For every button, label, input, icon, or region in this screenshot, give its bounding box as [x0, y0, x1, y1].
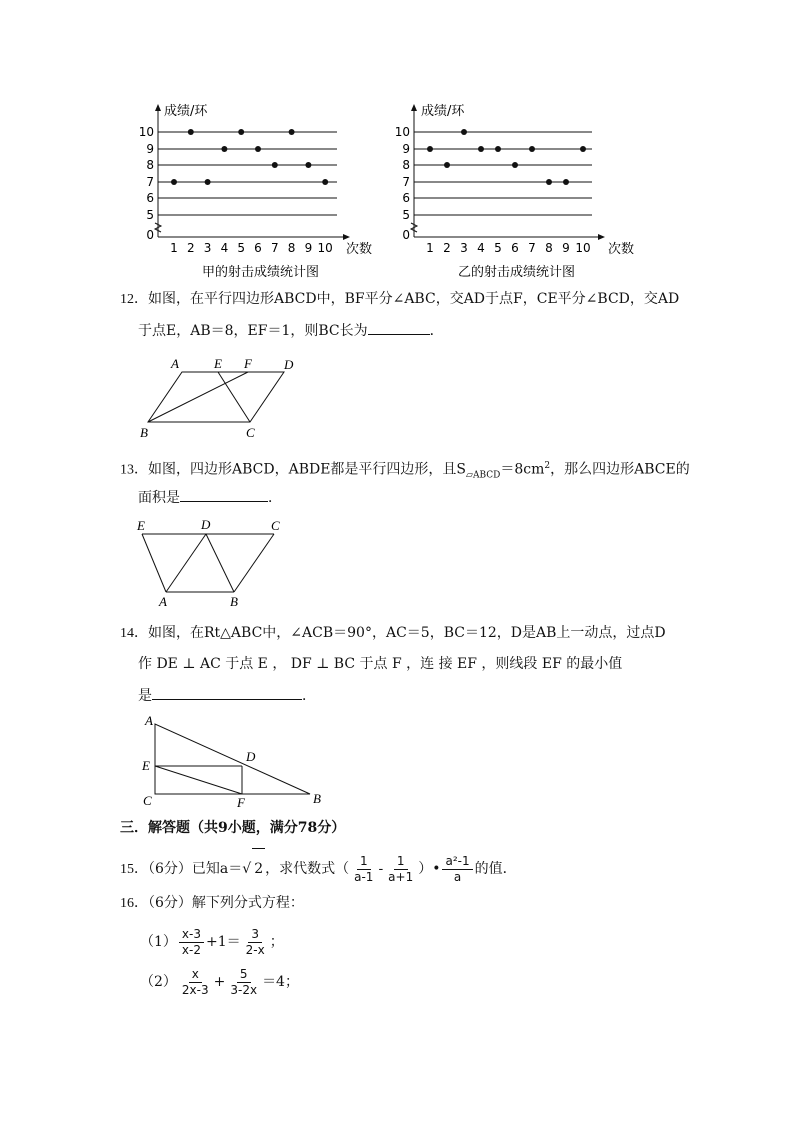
q15-fraction-3	[442, 854, 472, 885]
x-axis-arrow	[343, 234, 350, 240]
section-heading: 三．解答题（共9小题，满分78分）	[120, 820, 346, 836]
q16-part2	[140, 964, 299, 1000]
q14-label-f: F	[237, 795, 245, 810]
q15-number: 15．	[120, 862, 148, 877]
q15-text-c: 的值．	[474, 861, 517, 877]
chart-yi-caption: 乙的射击成绩统计图	[458, 265, 576, 280]
data-point	[188, 129, 194, 135]
chart-jia-ylabel: 成绩/环	[164, 104, 208, 119]
q15-close: ）•	[418, 861, 441, 877]
q12-figure	[136, 352, 306, 442]
data-point	[255, 146, 261, 152]
y-tick-label: 7	[146, 175, 154, 189]
q12-line-bf	[148, 372, 248, 422]
x-tick-label: 7	[528, 241, 536, 255]
y-tick-label: 8	[146, 158, 154, 172]
q14-answer-blank[interactable]	[152, 685, 302, 700]
q12-label-f: F	[244, 356, 252, 371]
q16-part2-label: （2）	[140, 974, 177, 990]
q15-sqrt-value: 2	[252, 848, 265, 889]
q14-label-d: D	[246, 749, 256, 764]
q16-part1	[140, 924, 284, 960]
data-point	[580, 146, 586, 152]
q12-text-line2: 于点E，AB＝8，EF＝1，则BC长为	[138, 323, 368, 339]
q14-text-line2: 作 DE ⊥ AC 于点 E ， DF ⊥ BC 于点 F ，连 接 EF ，则线段 EF 的最小值	[138, 656, 623, 672]
q13-text-a: 如图，四边形ABCD，ABDE都是平行四边形，且S	[148, 461, 467, 478]
q15-f1-den: a-1	[354, 869, 374, 884]
q16-p2-f2-num: 5	[237, 967, 251, 983]
x-tick-label: 3	[460, 241, 468, 255]
y-tick-label: 0	[146, 228, 154, 242]
q13-answer-blank[interactable]	[180, 487, 268, 502]
q16-p1-f1-num: x-3	[179, 927, 204, 943]
data-point	[171, 179, 177, 185]
charts-figure	[130, 95, 650, 285]
x-tick-label: 9	[304, 241, 313, 255]
q14-triangle	[155, 724, 310, 794]
y-tick-label: 0	[402, 228, 410, 242]
q15-fraction-2	[385, 854, 416, 885]
data-point	[495, 146, 501, 152]
q13-line-ea	[142, 534, 166, 592]
q14-line1	[120, 623, 666, 644]
y-tick-label: 5	[146, 208, 154, 222]
data-point	[289, 129, 295, 135]
x-tick-label: 8	[287, 241, 296, 255]
q12-line1	[120, 289, 679, 310]
y-tick-label: 10	[394, 125, 410, 139]
y-tick-label: 6	[146, 191, 154, 205]
x-tick-label: 2	[186, 241, 195, 255]
q13-label-d: D	[201, 517, 211, 532]
data-point	[444, 162, 450, 168]
sqrt-symbol: √	[242, 861, 252, 877]
q12-answer-blank[interactable]	[368, 320, 430, 335]
y-tick-label: 9	[402, 142, 410, 156]
q15-f1-num: 1	[357, 854, 371, 870]
data-point	[529, 146, 535, 152]
q13-text-b: ＝8cm	[500, 461, 545, 478]
q12-label-b: B	[140, 425, 148, 440]
data-point	[272, 162, 278, 168]
q16-p2-fraction-1	[179, 967, 212, 998]
data-point	[221, 146, 227, 152]
q13-line-db	[206, 534, 234, 592]
y-tick-label: 6	[402, 191, 410, 205]
q13-superscript: 2	[544, 461, 551, 471]
q16-number: 16．	[120, 896, 148, 911]
q14-label-e: E	[142, 758, 150, 773]
x-tick-label: 10	[575, 241, 591, 255]
y-axis-arrow	[155, 104, 161, 111]
x-tick-label: 5	[237, 241, 246, 255]
q13-number: 13．	[120, 462, 148, 478]
y-tick-label: 5	[402, 208, 410, 222]
x-tick-label: 2	[443, 241, 451, 255]
q16-p1-fraction-1	[179, 927, 204, 958]
q13-figure	[134, 515, 294, 610]
chart-yi	[395, 103, 634, 280]
x-tick-label: 4	[220, 241, 229, 255]
q14-number: 14．	[120, 626, 148, 641]
q13-label-b: B	[230, 594, 238, 609]
x-axis-arrow	[598, 234, 605, 240]
x-tick-label: 4	[477, 241, 485, 255]
q13-label-e: E	[137, 518, 145, 533]
chart-yi-xlabel: 次数	[608, 242, 635, 257]
q16-p1-f2-num: 3	[248, 927, 262, 943]
data-point	[512, 162, 518, 168]
q12-text-line1: 如图，在平行四边形ABCD中，BF平分∠ABC，交AD于点F，CE平分∠BCD，交AD	[148, 291, 680, 307]
q13-text-end: ．	[268, 490, 282, 506]
q16-p2-eq: ＝4；	[262, 974, 299, 990]
y-tick-label: 10	[138, 125, 154, 139]
x-tick-label: 5	[494, 241, 502, 255]
q15-f3-den: a	[453, 869, 462, 884]
q16-p1-f2-den: 2-x	[245, 942, 265, 957]
q13-label-c: C	[271, 518, 280, 533]
q13-label-a: A	[159, 594, 167, 609]
q12-label-e: E	[214, 356, 222, 371]
x-tick-label: 8	[545, 241, 553, 255]
q12-number: 12．	[120, 292, 148, 307]
q12-label-d: D	[284, 357, 294, 372]
q12-line2	[138, 320, 444, 341]
q16-p1-fraction-2	[243, 927, 268, 958]
q16-p2-mid: +	[213, 974, 226, 990]
x-tick-label: 6	[511, 241, 519, 255]
q13-line-bc	[234, 534, 274, 592]
q13-line1	[120, 456, 690, 485]
q14-line2	[138, 654, 622, 674]
q12-parallelogram	[148, 372, 284, 422]
q15-text-a: （6分）已知a＝	[148, 861, 243, 877]
q14-label-a: A	[145, 713, 153, 728]
x-tick-label: 1	[170, 241, 178, 255]
x-tick-label: 3	[203, 241, 212, 255]
data-point	[427, 146, 433, 152]
data-point	[305, 162, 311, 168]
q12-label-c: C	[246, 425, 255, 440]
q14-label-c: C	[143, 793, 152, 808]
y-tick-label: 7	[402, 175, 410, 189]
y-tick-label: 9	[146, 142, 154, 156]
q13-text-line2: 面积是	[138, 490, 180, 506]
q15-text-b: ，求代数式（	[265, 861, 350, 877]
q13-subscript: ▱ABCD	[466, 470, 501, 481]
q16-p1-mid: +1＝	[206, 934, 241, 950]
q16-p2-f2-den: 3-2x	[230, 982, 258, 997]
q16-line	[120, 893, 304, 914]
q15-f2-den: a+1	[388, 869, 414, 884]
q12-text-end: ．	[429, 323, 444, 339]
q14-text-line1: 如图，在Rt△ABC中，∠ACB＝90°，AC＝5，BC＝12，D是AB上一动点，过点D	[148, 625, 666, 641]
q15-f2-num: 1	[394, 854, 408, 870]
q13-line-ad	[166, 534, 206, 592]
chart-jia-xlabel: 次数	[346, 242, 373, 257]
x-tick-label: 9	[562, 241, 570, 255]
q16-p1-end: ；	[269, 934, 284, 950]
q13-text-c: ，那么四边形ABCE的	[550, 461, 690, 478]
q16-part1-label: （1）	[140, 934, 177, 950]
data-point	[322, 179, 328, 185]
q14-label-b: B	[313, 791, 321, 806]
q15-f3-num: a²-1	[442, 854, 472, 870]
data-point	[205, 179, 211, 185]
data-point	[461, 129, 467, 135]
axis-break-mark	[155, 223, 161, 232]
q13-line2	[138, 487, 282, 508]
chart-jia-caption: 甲的射击成绩统计图	[202, 265, 320, 280]
q14-text-line3: 是	[138, 688, 152, 704]
q16-p2-fraction-2	[227, 967, 260, 998]
data-point	[238, 129, 244, 135]
q14-line3	[138, 685, 316, 706]
data-point	[478, 146, 484, 152]
x-tick-label: 10	[317, 241, 333, 255]
q16-p2-f1-den: 2x-3	[181, 982, 209, 997]
y-tick-label: 8	[402, 158, 410, 172]
q16-p1-f1-den: x-2	[181, 942, 201, 957]
chart-jia	[139, 103, 372, 280]
x-tick-label: 6	[254, 241, 262, 255]
data-point	[563, 179, 569, 185]
y-axis-arrow	[411, 104, 417, 111]
chart-yi-ylabel: 成绩/环	[421, 104, 465, 119]
q14-figure	[138, 712, 333, 810]
q15-minus: -	[378, 861, 384, 877]
q15-line	[120, 848, 517, 890]
x-tick-label: 1	[426, 241, 434, 255]
data-point	[546, 179, 552, 185]
q16-p2-f1-num: x	[189, 967, 202, 983]
x-tick-label: 7	[270, 241, 279, 255]
q14-line-ef	[155, 766, 242, 794]
q12-label-a: A	[171, 356, 179, 371]
axis-break-mark	[411, 223, 417, 232]
q14-text-end: ．	[302, 688, 316, 704]
q16-text: （6分）解下列分式方程：	[148, 895, 304, 911]
q15-fraction-1	[351, 854, 376, 885]
